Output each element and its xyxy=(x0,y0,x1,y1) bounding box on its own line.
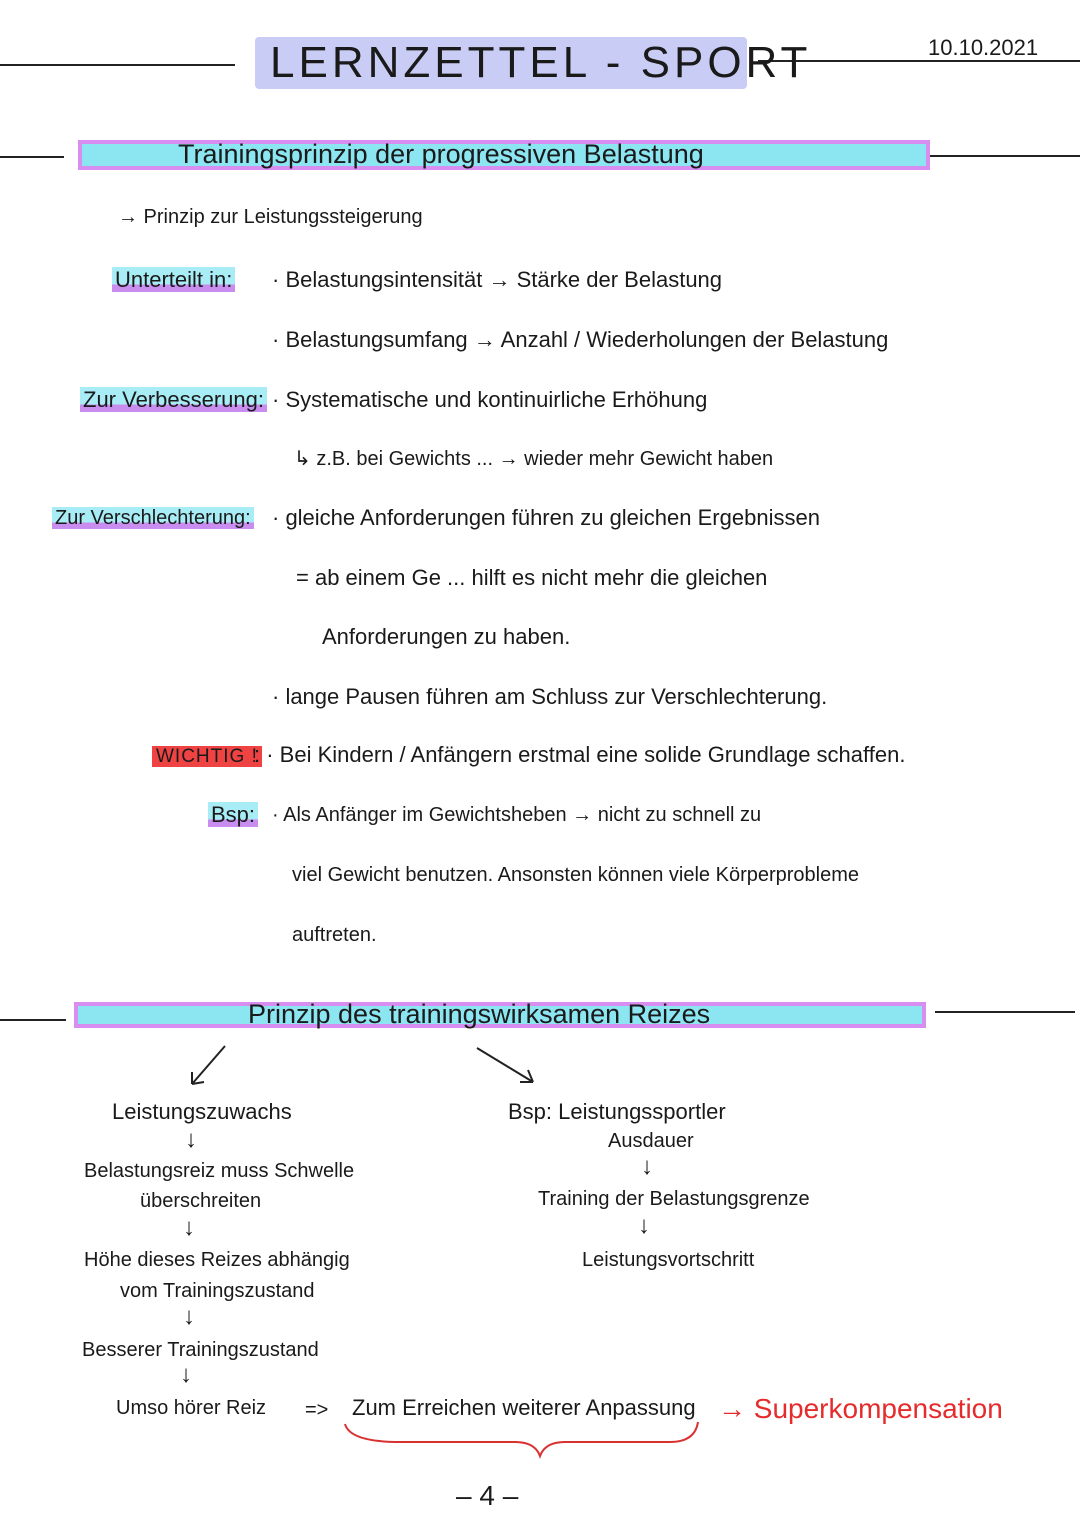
right-flow-1: Bsp: Leistungssportler xyxy=(508,1099,726,1124)
branch-arrows xyxy=(0,1040,1080,1100)
bsp-label xyxy=(208,801,258,829)
left-flow-1: Leistungszuwachs xyxy=(112,1099,292,1124)
left-flow-4: Höhe dieses Reizes abhängig xyxy=(84,1249,350,1271)
section2-heading: Prinzip des trainingswirksamen Reizes xyxy=(248,999,711,1029)
down-arrow-icon: ↓ xyxy=(185,1126,197,1153)
down-arrow-icon: ↓ xyxy=(183,1303,195,1330)
down-arrow-icon: ↓ xyxy=(641,1153,653,1180)
conclusion: Zum Erreichen weiterer Anpassung xyxy=(352,1395,696,1420)
down-arrow-icon: ↓ xyxy=(183,1214,195,1241)
verbesserung-text: · Systematische und kontinuirliche Erhöhung xyxy=(272,387,708,412)
section2-rule-right xyxy=(935,1011,1075,1013)
left-flow-6: Besserer Trainingszustand xyxy=(82,1339,319,1361)
section1-rule-left xyxy=(0,156,64,158)
verschlechterung-line-1: · gleiche Anforderungen führen zu gleichen Ergebnissen xyxy=(272,505,820,530)
result-superkompensation: → Superkompensation xyxy=(718,1393,1003,1424)
verbesserung-label xyxy=(80,386,267,414)
verschlechterung-label xyxy=(52,504,254,532)
bsp-label-text: Bsp: xyxy=(208,802,258,827)
wichtig-label xyxy=(152,741,262,771)
wichtig-label-text: WICHTIG ! xyxy=(152,746,262,767)
verschlechterung-line-2: = ab einem Ge ... hilft es nicht mehr die gleichen xyxy=(296,565,768,590)
date: 10.10.2021 xyxy=(928,35,1039,60)
bsp-line-3: auftreten. xyxy=(292,924,377,946)
verbesserung-example: ↳ z.B. bei Gewichts ... → wieder mehr Gewicht haben xyxy=(294,448,774,470)
down-arrow-icon: ↓ xyxy=(638,1212,650,1239)
right-flow-3: Training der Belastungsgrenze xyxy=(538,1188,810,1210)
left-flow-5: vom Trainingszustand xyxy=(120,1280,315,1302)
bsp-line-1: · Als Anfänger im Gewichtsheben → nicht zu schnell zu xyxy=(272,804,762,826)
left-flow-2: Belastungsreiz muss Schwelle xyxy=(84,1160,355,1182)
verschlechterung-label-text: Zur Verschlechterung: xyxy=(52,507,254,529)
right-flow-4: Leistungsvortschritt xyxy=(582,1249,755,1271)
curly-brace xyxy=(340,1420,720,1460)
wichtig-text: : · Bei Kindern / Anfängern erstmal eine solide Grundlage schaffen. xyxy=(254,742,906,767)
section2-rule-left xyxy=(0,1019,66,1021)
left-flow-7: Umso hörer Reiz xyxy=(116,1397,267,1419)
implies-symbol: => xyxy=(305,1399,329,1421)
down-arrow-icon: ↓ xyxy=(180,1361,192,1388)
bsp-line-2: viel Gewicht benutzen. Ansonsten können viele Körperprobleme xyxy=(292,864,860,886)
unterteilt-label xyxy=(112,266,235,294)
verbesserung-label-text: Zur Verbesserung: xyxy=(80,387,267,412)
branch-arrow-left xyxy=(192,1046,225,1084)
branch-arrow-right xyxy=(477,1048,533,1082)
right-flow-2: Ausdauer xyxy=(608,1130,694,1152)
header-rule-left xyxy=(0,64,235,66)
section1-rule-right xyxy=(930,155,1080,157)
unterteilt-item-2: · Belastungsumfang → Anzahl / Wiederholungen der Belastung xyxy=(272,327,889,352)
verschlechterung-line-4: · lange Pausen führen am Schluss zur Verschlechterung. xyxy=(272,684,828,709)
intro-text: → Prinzip zur Leistungssteigerung xyxy=(118,206,423,228)
verschlechterung-line-3: Anforderungen zu haben. xyxy=(322,624,571,649)
section1-heading: Trainingsprinzip der progressiven Belastung xyxy=(178,139,704,169)
page-number: – 4 – xyxy=(456,1480,519,1511)
page-title: LERNZETTEL - SPORT xyxy=(270,38,812,87)
unterteilt-item-1: · Belastungsintensität → Stärke der Belastung xyxy=(272,267,723,292)
unterteilt-label-text: Unterteilt in: xyxy=(112,267,235,292)
left-flow-3: überschreiten xyxy=(140,1190,262,1212)
